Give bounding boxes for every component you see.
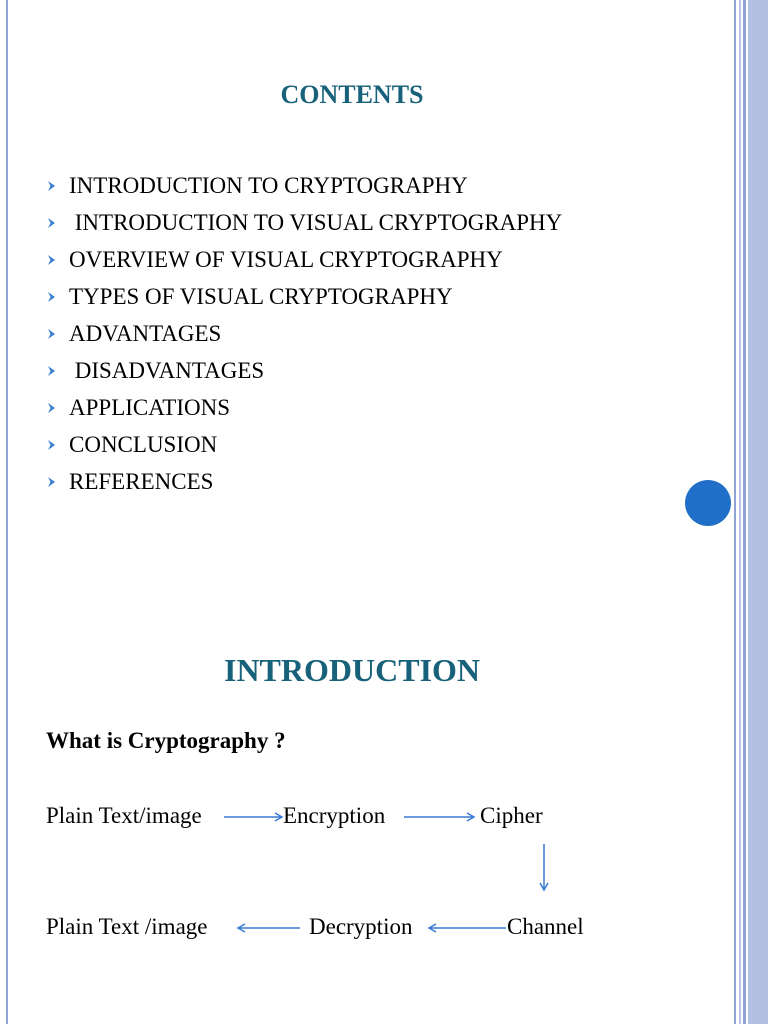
arrow-bullet-icon xyxy=(46,438,58,452)
arrow-bullet-icon xyxy=(46,216,58,230)
right-frame-stripes xyxy=(734,0,768,1024)
list-item: CONCLUSION xyxy=(46,430,562,467)
question-text: What is Cryptography ? xyxy=(46,728,286,753)
left-frame-line xyxy=(6,0,8,1024)
arrow-bullet-icon xyxy=(46,475,58,489)
contents-list xyxy=(46,171,562,504)
arrow-right-icon xyxy=(223,810,285,824)
list-item: DISADVANTAGES xyxy=(46,356,562,393)
arrow-bullet-icon xyxy=(46,364,58,378)
list-item: INTRODUCTION TO VISUAL CRYPTOGRAPHY xyxy=(46,208,562,245)
list-item: REFERENCES xyxy=(46,467,562,504)
list-item: ADVANTAGES xyxy=(46,319,562,356)
introduction-title: INTRODUCTION xyxy=(223,652,481,688)
arrow-bullet-icon xyxy=(46,290,58,304)
list-item: INTRODUCTION TO CRYPTOGRAPHY xyxy=(46,171,562,208)
arrow-right-icon xyxy=(403,810,477,824)
plain-text-source-label: Plain Text/image xyxy=(46,803,202,828)
arrow-left-icon xyxy=(236,921,302,935)
cipher-label: Cipher xyxy=(480,803,543,828)
list-item: OVERVIEW OF VISUAL CRYPTOGRAPHY xyxy=(46,245,562,282)
channel-label: Channel xyxy=(507,914,584,939)
list-item: APPLICATIONS xyxy=(46,393,562,430)
encryption-label: Encryption xyxy=(283,803,386,828)
slide-indicator-dot xyxy=(685,480,731,526)
arrow-bullet-icon xyxy=(46,179,58,193)
list-item: TYPES OF VISUAL CRYPTOGRAPHY xyxy=(46,282,562,319)
arrow-left-icon xyxy=(427,921,507,935)
plain-text-result-label: Plain Text /image xyxy=(46,914,208,939)
arrow-bullet-icon xyxy=(46,401,58,415)
arrow-bullet-icon xyxy=(46,327,58,341)
decryption-label: Decryption xyxy=(309,914,413,939)
contents-title: CONTENTS xyxy=(280,80,424,109)
arrow-down-icon xyxy=(536,843,552,893)
arrow-bullet-icon xyxy=(46,253,58,267)
